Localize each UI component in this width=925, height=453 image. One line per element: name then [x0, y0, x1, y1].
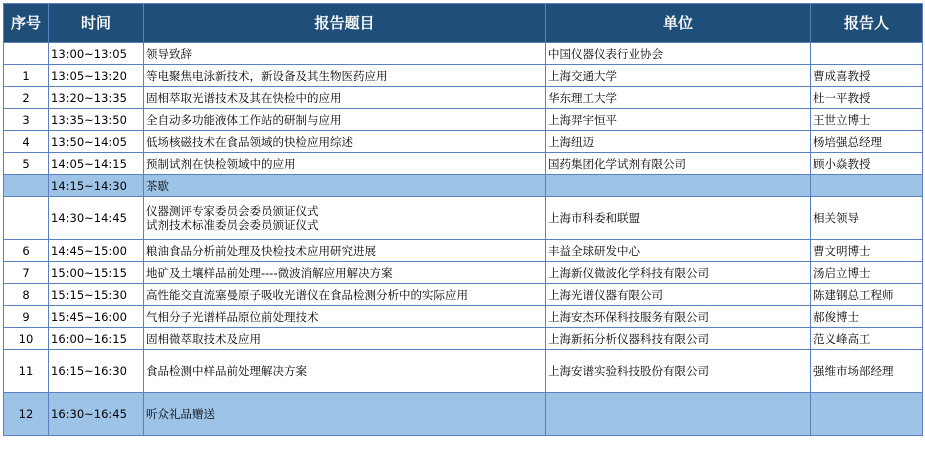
- row-time: 15:15~15:30: [49, 284, 144, 306]
- row-number: 4: [4, 131, 49, 153]
- topic-line: 试剂技术标准委员会委员颁证仪式: [146, 218, 319, 232]
- row-number: [4, 175, 49, 197]
- row-number: 7: [4, 262, 49, 284]
- row-unit: 上海交通大学: [546, 65, 811, 87]
- table-row: [4, 153, 923, 175]
- table-row: [4, 197, 923, 240]
- row-number: 10: [4, 328, 49, 350]
- row-time: 13:35~13:50: [49, 109, 144, 131]
- row-topic: [144, 131, 546, 153]
- row-unit: 丰益全球研发中心: [546, 240, 811, 262]
- row-unit: 上海安杰环保科技服务有限公司: [546, 306, 811, 328]
- row-unit: 上海安谱实验科技股份有限公司: [546, 350, 811, 393]
- schedule-body: [4, 43, 923, 436]
- row-topic: [144, 393, 546, 436]
- row-topic: [144, 65, 546, 87]
- row-unit: [546, 175, 811, 197]
- topic-line: 气相分子光谱样品原位前处理技术: [146, 309, 319, 324]
- row-number: 12: [4, 393, 49, 436]
- row-topic: [144, 43, 546, 65]
- row-speaker: 强维市场部经理: [811, 350, 923, 393]
- row-number: 9: [4, 306, 49, 328]
- row-speaker: [811, 175, 923, 197]
- topic-line: 食品检测中样品前处理解决方案: [146, 364, 307, 378]
- topic-line: 等电聚焦电泳新技术，新设备及其生物医药应用: [146, 68, 388, 83]
- table-row: [4, 43, 923, 65]
- row-number: 6: [4, 240, 49, 262]
- topic-line: 固相微萃取技术及应用: [146, 331, 261, 346]
- row-number: 2: [4, 87, 49, 109]
- table-row: [4, 65, 923, 87]
- row-time: 13:50~14:05: [49, 131, 144, 153]
- row-time: 16:15~16:30: [49, 350, 144, 393]
- row-time: 16:00~16:15: [49, 328, 144, 350]
- row-speaker: 汤启立博士: [811, 262, 923, 284]
- row-time: 14:30~14:45: [49, 197, 144, 240]
- row-unit: 上海市科委和联盟: [546, 197, 811, 240]
- table-row: [4, 131, 923, 153]
- row-unit: 上海光谱仪器有限公司: [546, 284, 811, 306]
- row-speaker: 郝俊博士: [811, 306, 923, 328]
- row-speaker: 顾小焱教授: [811, 153, 923, 175]
- row-time: 16:30~16:45: [49, 393, 144, 436]
- topic-line: 听众礼品赠送: [146, 407, 215, 421]
- row-speaker: 范义峰高工: [811, 328, 923, 350]
- row-topic: [144, 306, 546, 328]
- topic-line: 高性能交直流塞曼原子吸收光谱仪在食品检测分析中的实际应用: [146, 287, 468, 302]
- row-unit: 华东理工大学: [546, 87, 811, 109]
- table-row: [4, 262, 923, 284]
- topic-line: 低场核磁技术在食品领域的快检应用综述: [146, 134, 353, 149]
- row-topic: [144, 240, 546, 262]
- row-topic: [144, 284, 546, 306]
- row-topic: [144, 262, 546, 284]
- topic-line: 茶歇: [146, 178, 169, 193]
- row-topic: [144, 153, 546, 175]
- topic-line: 粮油食品分析前处理及快检技术应用研究进展: [146, 243, 376, 258]
- schedule-table: [3, 3, 923, 436]
- row-number: 3: [4, 109, 49, 131]
- topic-line: 全自动多功能液体工作站的研制与应用: [146, 112, 342, 127]
- row-speaker: 杜一平教授: [811, 87, 923, 109]
- row-speaker: 杨培强总经理: [811, 131, 923, 153]
- row-topic: [144, 109, 546, 131]
- row-number: [4, 197, 49, 240]
- row-topic: [144, 197, 546, 240]
- row-speaker: 曹成喜教授: [811, 65, 923, 87]
- row-number: 5: [4, 153, 49, 175]
- row-speaker: 相关领导: [811, 197, 923, 240]
- row-topic: [144, 175, 546, 197]
- row-speaker: 王世立博士: [811, 109, 923, 131]
- table-row: [4, 306, 923, 328]
- row-topic: [144, 328, 546, 350]
- row-speaker: [811, 43, 923, 65]
- row-number: 8: [4, 284, 49, 306]
- topic-line: 地矿及土壤样品前处理----微波消解应用解决方案: [146, 265, 393, 280]
- header-time: 时间: [49, 4, 144, 43]
- row-unit: 上海新拓分析仪器科技有限公司: [546, 328, 811, 350]
- header-row: [4, 4, 923, 43]
- row-unit: 上海羿宇恒平: [546, 109, 811, 131]
- table-row: [4, 328, 923, 350]
- row-time: 13:05~13:20: [49, 65, 144, 87]
- table-row: [4, 109, 923, 131]
- row-unit: 中国仪器仪表行业协会: [546, 43, 811, 65]
- row-time: 13:00~13:05: [49, 43, 144, 65]
- row-time: 14:45~15:00: [49, 240, 144, 262]
- row-time: 14:15~14:30: [49, 175, 144, 197]
- row-speaker: 陈建钢总工程师: [811, 284, 923, 306]
- table-row: [4, 284, 923, 306]
- row-number: [4, 43, 49, 65]
- header-topic: 报告题目: [144, 4, 546, 43]
- row-speaker: [811, 393, 923, 436]
- table-row: [4, 240, 923, 262]
- row-unit: 上海新仪微波化学科技有限公司: [546, 262, 811, 284]
- row-speaker: 曹文明博士: [811, 240, 923, 262]
- header-no: 序号: [4, 4, 49, 43]
- header-speaker: 报告人: [811, 4, 923, 43]
- row-topic: [144, 87, 546, 109]
- row-time: 14:05~14:15: [49, 153, 144, 175]
- row-topic: [144, 350, 546, 393]
- table-row: [4, 87, 923, 109]
- table-row: [4, 393, 923, 436]
- row-unit: 国药集团化学试剂有限公司: [546, 153, 811, 175]
- topic-line: 仪器测评专家委员会委员颁证仪式: [146, 204, 319, 218]
- table-row: [4, 350, 923, 393]
- row-time: 15:00~15:15: [49, 262, 144, 284]
- topic-line: 预制试剂在快检领域中的应用: [146, 156, 296, 171]
- topic-line: 领导致辞: [146, 46, 192, 61]
- row-unit: [546, 393, 811, 436]
- row-unit: 上海纽迈: [546, 131, 811, 153]
- row-number: 1: [4, 65, 49, 87]
- row-time: 13:20~13:35: [49, 87, 144, 109]
- row-time: 15:45~16:00: [49, 306, 144, 328]
- table-row: [4, 175, 923, 197]
- row-number: 11: [4, 350, 49, 393]
- header-unit: 单位: [546, 4, 811, 43]
- topic-line: 固相萃取光谱技术及其在快检中的应用: [146, 90, 342, 105]
